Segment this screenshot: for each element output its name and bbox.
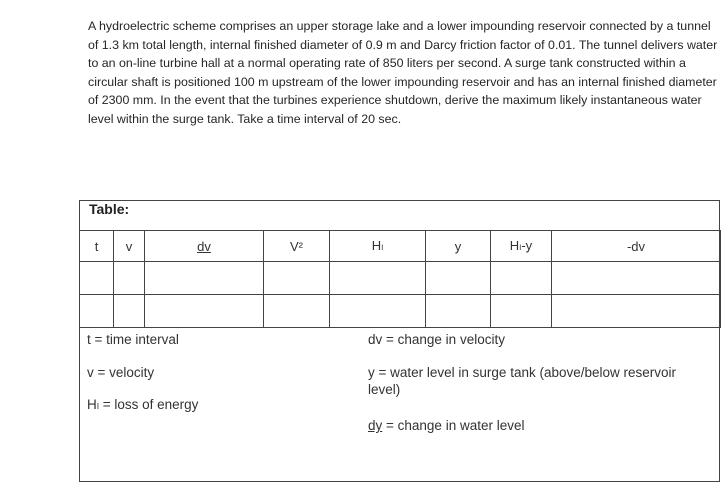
legend-dy-symbol: dy [368, 418, 383, 433]
problem-statement: A hydroelectric scheme comprises an upper storage lake and a lower impounding reservoir connected by a tunnel of 1.3 km total length, internal finished diameter of 0.9 m and Darcy friction factor of 0.01. The tunnel delivers water to an on-line turbine hall at a normal operating rate of 850 liters per second. A surge tank constructed within a circular shaft is positioned 100 m upstream of the lower impounding reservoir and has an internal finished diameter of 2300 mm. In the event that the turbines experience shutdown, derive the maximum likely instantaneous water level within the surge tank. Take a time interval of 20 sec. [88, 19, 718, 126]
header-v: v [114, 231, 145, 262]
table-cell [330, 295, 426, 328]
header-v-squared: V² [264, 231, 330, 262]
table-cell [114, 262, 145, 295]
legend-y: y = water level in surge tank (above/below reservoir level) [368, 365, 677, 397]
calculation-table [79, 230, 721, 328]
table-cell [491, 295, 552, 328]
table-cell [145, 295, 264, 328]
header-t: t [80, 231, 114, 262]
table-row [80, 295, 721, 328]
table-title: Table: [89, 201, 130, 217]
header-hl-minus-y: Hₗ-y [491, 231, 552, 262]
table-cell [145, 262, 264, 295]
table-cell [114, 295, 145, 328]
legend-dy-text: = change in water level [382, 418, 525, 433]
legend-t: t = time interval [87, 332, 179, 347]
header-hl: Hₗ [330, 231, 426, 262]
table-cell [264, 295, 330, 328]
legend-hl: Hₗ = loss of energy [87, 397, 199, 412]
table-cell [426, 262, 491, 295]
legend-dy [368, 417, 688, 434]
legend-v: v = velocity [87, 365, 155, 380]
table-cell [80, 262, 114, 295]
table-cell [491, 262, 552, 295]
legend-dv: dv = change in velocity [368, 332, 505, 347]
table-cell [80, 295, 114, 328]
header-y: y [426, 231, 491, 262]
table-cell [264, 262, 330, 295]
table-cell [426, 295, 491, 328]
header-neg-dv: -dv [552, 231, 721, 262]
table-header-row [80, 231, 721, 262]
table-cell [552, 295, 721, 328]
table-row [80, 262, 721, 295]
header-dv: dv [145, 231, 264, 262]
table-cell [552, 262, 721, 295]
table-cell [330, 262, 426, 295]
